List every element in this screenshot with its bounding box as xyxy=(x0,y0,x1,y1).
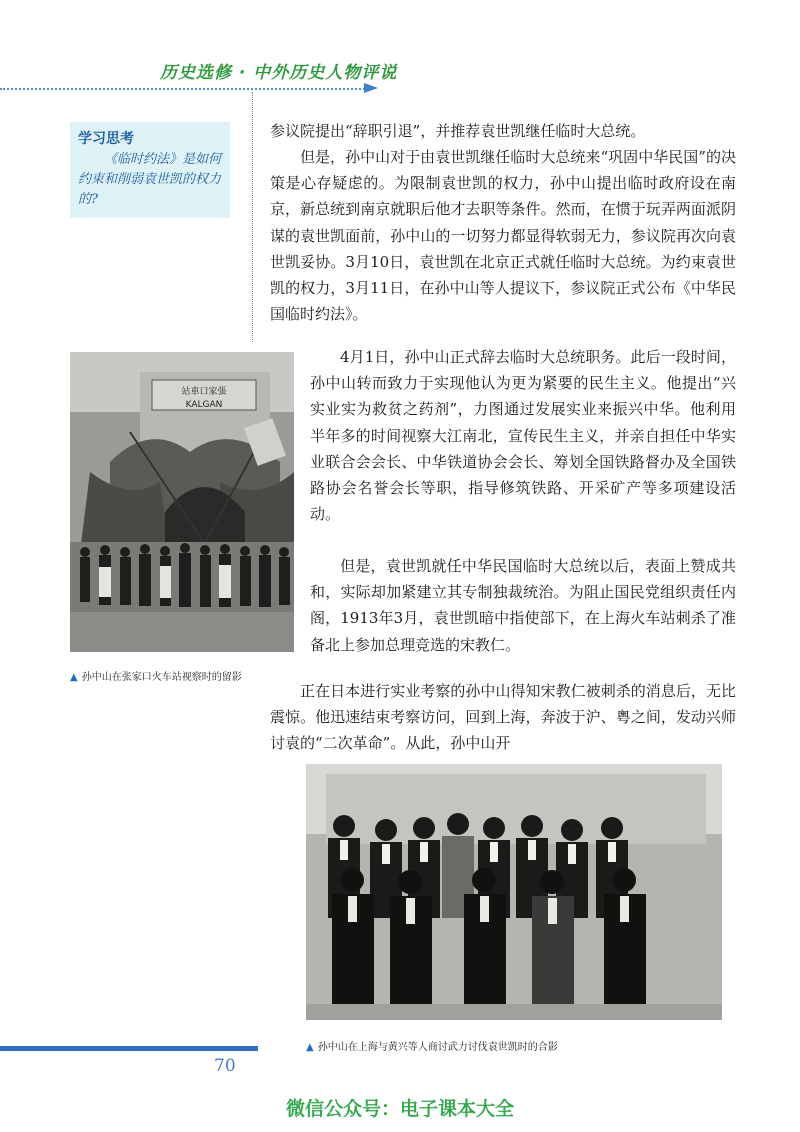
paragraph-2: 但是，孙中山对于由袁世凯继任临时大总统来“巩固中华民国”的决策是心存疑虑的。为限制袁世凯的权力，孙中山提出临时政府设在南京，新总统到南京就职后他才去职等条件。然而，在惯于玩弄两面派阴谋的袁世凯面前，孙中山的一切努力都显得软弱无力，参议院再次向袁世凯妥协。3月10日，袁世凯在北京正式就任临时大总统。为约束袁世凯的权力，3月11日，在孙中山等人提议下，参议院正式公布《中华民国临时约法》。 xyxy=(270,148,736,324)
caption-triangle-icon-2: ▲ xyxy=(306,1042,314,1053)
caption-triangle-icon: ▲ xyxy=(70,672,78,683)
photo1-caption-text: 孙中山在张家口火车站视察时的留影 xyxy=(81,672,242,683)
column-divider xyxy=(252,92,253,342)
paragraph-4: 但是，袁世凯就任中华民国临时大总统以后，表面上赞成共和，实际却加紧建立其专制独裁统治。为阻止国民党组织责任内阁，1913年3月，袁世凯暗中指使部下，在上海火车站刺杀了准备北上参加总理竞选的宋教仁。 xyxy=(310,557,736,654)
photo2-caption xyxy=(306,1038,558,1053)
photo1-caption xyxy=(70,668,242,683)
footer-bar xyxy=(0,1046,258,1051)
study-think-box xyxy=(70,122,230,218)
think-title: 学习思考 xyxy=(78,131,134,147)
header-title: 历史选修 · 中外历史人物评说 xyxy=(160,63,398,83)
station-sign-cn: 站車口家張 xyxy=(181,387,227,397)
header-arrow-icon xyxy=(364,83,378,93)
station-sign-en: KALGAN xyxy=(185,400,223,410)
page-number: 70 xyxy=(214,1056,236,1076)
paragraph-5: 正在日本进行实业考察的孙中山得知宋教仁被刺杀的消息后，无比震惊。他迅速结束考察访问，回到上海，奔波于沪、粤之间，发动兴师讨袁的“二次革命”。从此，孙中山开 xyxy=(270,682,736,753)
header-dotted-rule xyxy=(0,88,372,90)
think-body: 《临时约法》是如何约束和削弱袁世凯的权力的? xyxy=(78,152,222,207)
paragraph-3: 4月1日，孙中山正式辞去临时大总统职务。此后一段时间，孙中山转而致力于实现他认为更为紧要的民生主义。他提出“兴实业实为救贫之药剂”，力图通过发展实业来振兴中华。他利用半年多的时间视察大江南北，宣传民生主义，并亲自担任中华实业联合会会长、中华铁道协会会长、筹划全国铁路督办及全国铁路协会名誉会长等职，指导修筑铁路、开采矿产等多项建设活动。 xyxy=(310,348,736,524)
group-photo-illustration xyxy=(306,764,722,1020)
photo-huangxing-group xyxy=(306,764,722,1020)
watermark: 微信公众号：电子课本大全 xyxy=(285,1098,514,1120)
kalgan-photo-illustration xyxy=(70,352,294,652)
photo2-caption-text: 孙中山在上海与黄兴等人商讨武力讨伐袁世凯时的合影 xyxy=(317,1042,558,1053)
photo-kalgan-station xyxy=(70,352,294,652)
paragraph-1: 参议院提出“辞职引退”，并推荐袁世凯继任临时大总统。 xyxy=(270,122,646,140)
